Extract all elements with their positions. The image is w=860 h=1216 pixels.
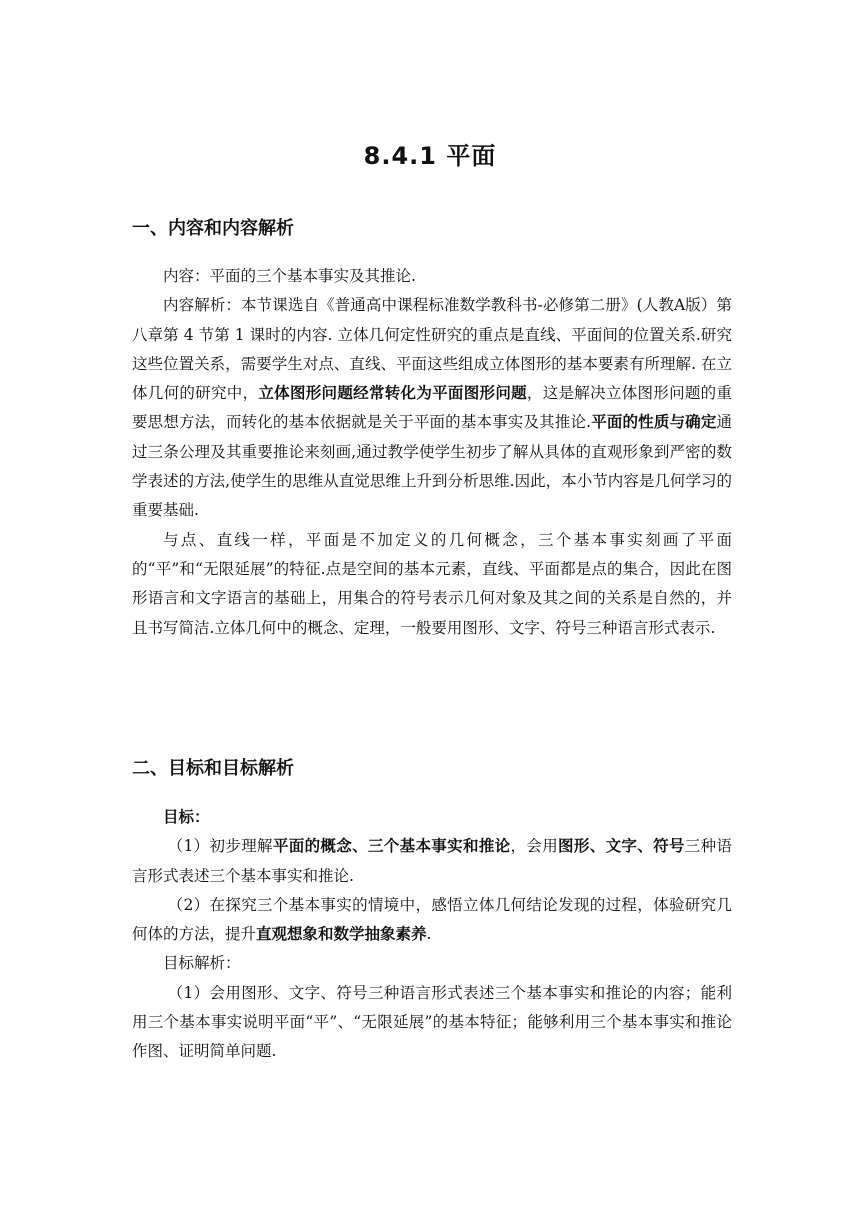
analysis-bold-2: 平面的性质与确定 bbox=[591, 413, 717, 432]
page-title: 8.4.1 平面 bbox=[363, 142, 497, 170]
goal1-text-c: ，会用 bbox=[510, 837, 559, 856]
goal2-bold: 直观想象和数学抽象素养 bbox=[256, 925, 427, 944]
goal-item-1 bbox=[132, 832, 732, 891]
goal-analysis-label: 目标解析： bbox=[163, 954, 241, 973]
goal-label: 目标： bbox=[163, 808, 210, 826]
goal2-text-c: . bbox=[426, 925, 432, 944]
goal1-bold-2: 图形、文字、符号 bbox=[558, 837, 685, 856]
goal1-text-a: （1）初步理解 bbox=[167, 837, 273, 856]
content-analysis-paragraph bbox=[132, 291, 732, 525]
section-goals-body bbox=[132, 803, 732, 1067]
analysis-text-1: 内容解析：本节课选自《普通高中课程标准数学教科书-必修第二册》(人教A版）第八章第 4 节第 1 课时的内容. 立体几何定性研究的重点是直线、平面间的位置关系.研究这些位置关系，需要学生对点、直线、平面这些组成立体图形的基本要素有所理解. 在立体几何的研究中， bbox=[132, 296, 732, 403]
plane-concept-paragraph: 与点、直线一样，平面是不加定义的几何概念，三个基本事实刻画了平面的“平”和“无限延展”的特征.点是空间的基本元素，直线、平面都是点的集合，因此在图形语言和文字语言的基础上，用集合的符号表示几何对象及其之间的关系是自然的，并且书写简洁.立体几何中的概念、定理，一般要用图形、文字、符号三种语言形式表示. bbox=[132, 530, 732, 637]
goal-analysis-item-1: （1）会用图形、文字、符号三种语言形式表述三个基本事实和推论的内容；能利用三个基本事实说明平面“平”、“无限延展”的基本特征；能够利用三个基本事实和推论作图、证明简单问题. bbox=[132, 983, 732, 1061]
content-paragraph: 内容：平面的三个基本事实及其推论. bbox=[163, 267, 416, 285]
analysis-bold-1: 立体图形问题经常转化为平面图形问题 bbox=[258, 384, 527, 403]
analysis-text-3: 通过三条公理及其重要推论来刻画,通过教学使学生初步了解从具体的直观形象到严密的数学表述的方法,使学生的思维从直觉思维上升到分析思维.因此，本小节内容是几何学习的重要基础. bbox=[132, 413, 732, 520]
section-heading-content: 一、内容和内容解析 bbox=[132, 218, 294, 239]
goal2-text-a: （2）在探究三个基本事实的情境中，感悟立体几何结论发现的过程，体验研究几何体的方法，提升 bbox=[132, 895, 732, 944]
goal-item-2 bbox=[132, 891, 732, 950]
section-content-body bbox=[132, 262, 732, 643]
goal1-bold-1: 平面的概念、三个基本事实和推论 bbox=[272, 837, 511, 856]
analysis-text-2: ，这是解决立体图形问题的重要思想方法，而转化的基本依据就是关于平面的基本事实及其推论. bbox=[132, 384, 732, 432]
goal1-text-d: 三种语言形式表述三个基本事实和推论. bbox=[132, 837, 732, 885]
section-heading-goals: 二、目标和目标解析 bbox=[132, 758, 294, 779]
